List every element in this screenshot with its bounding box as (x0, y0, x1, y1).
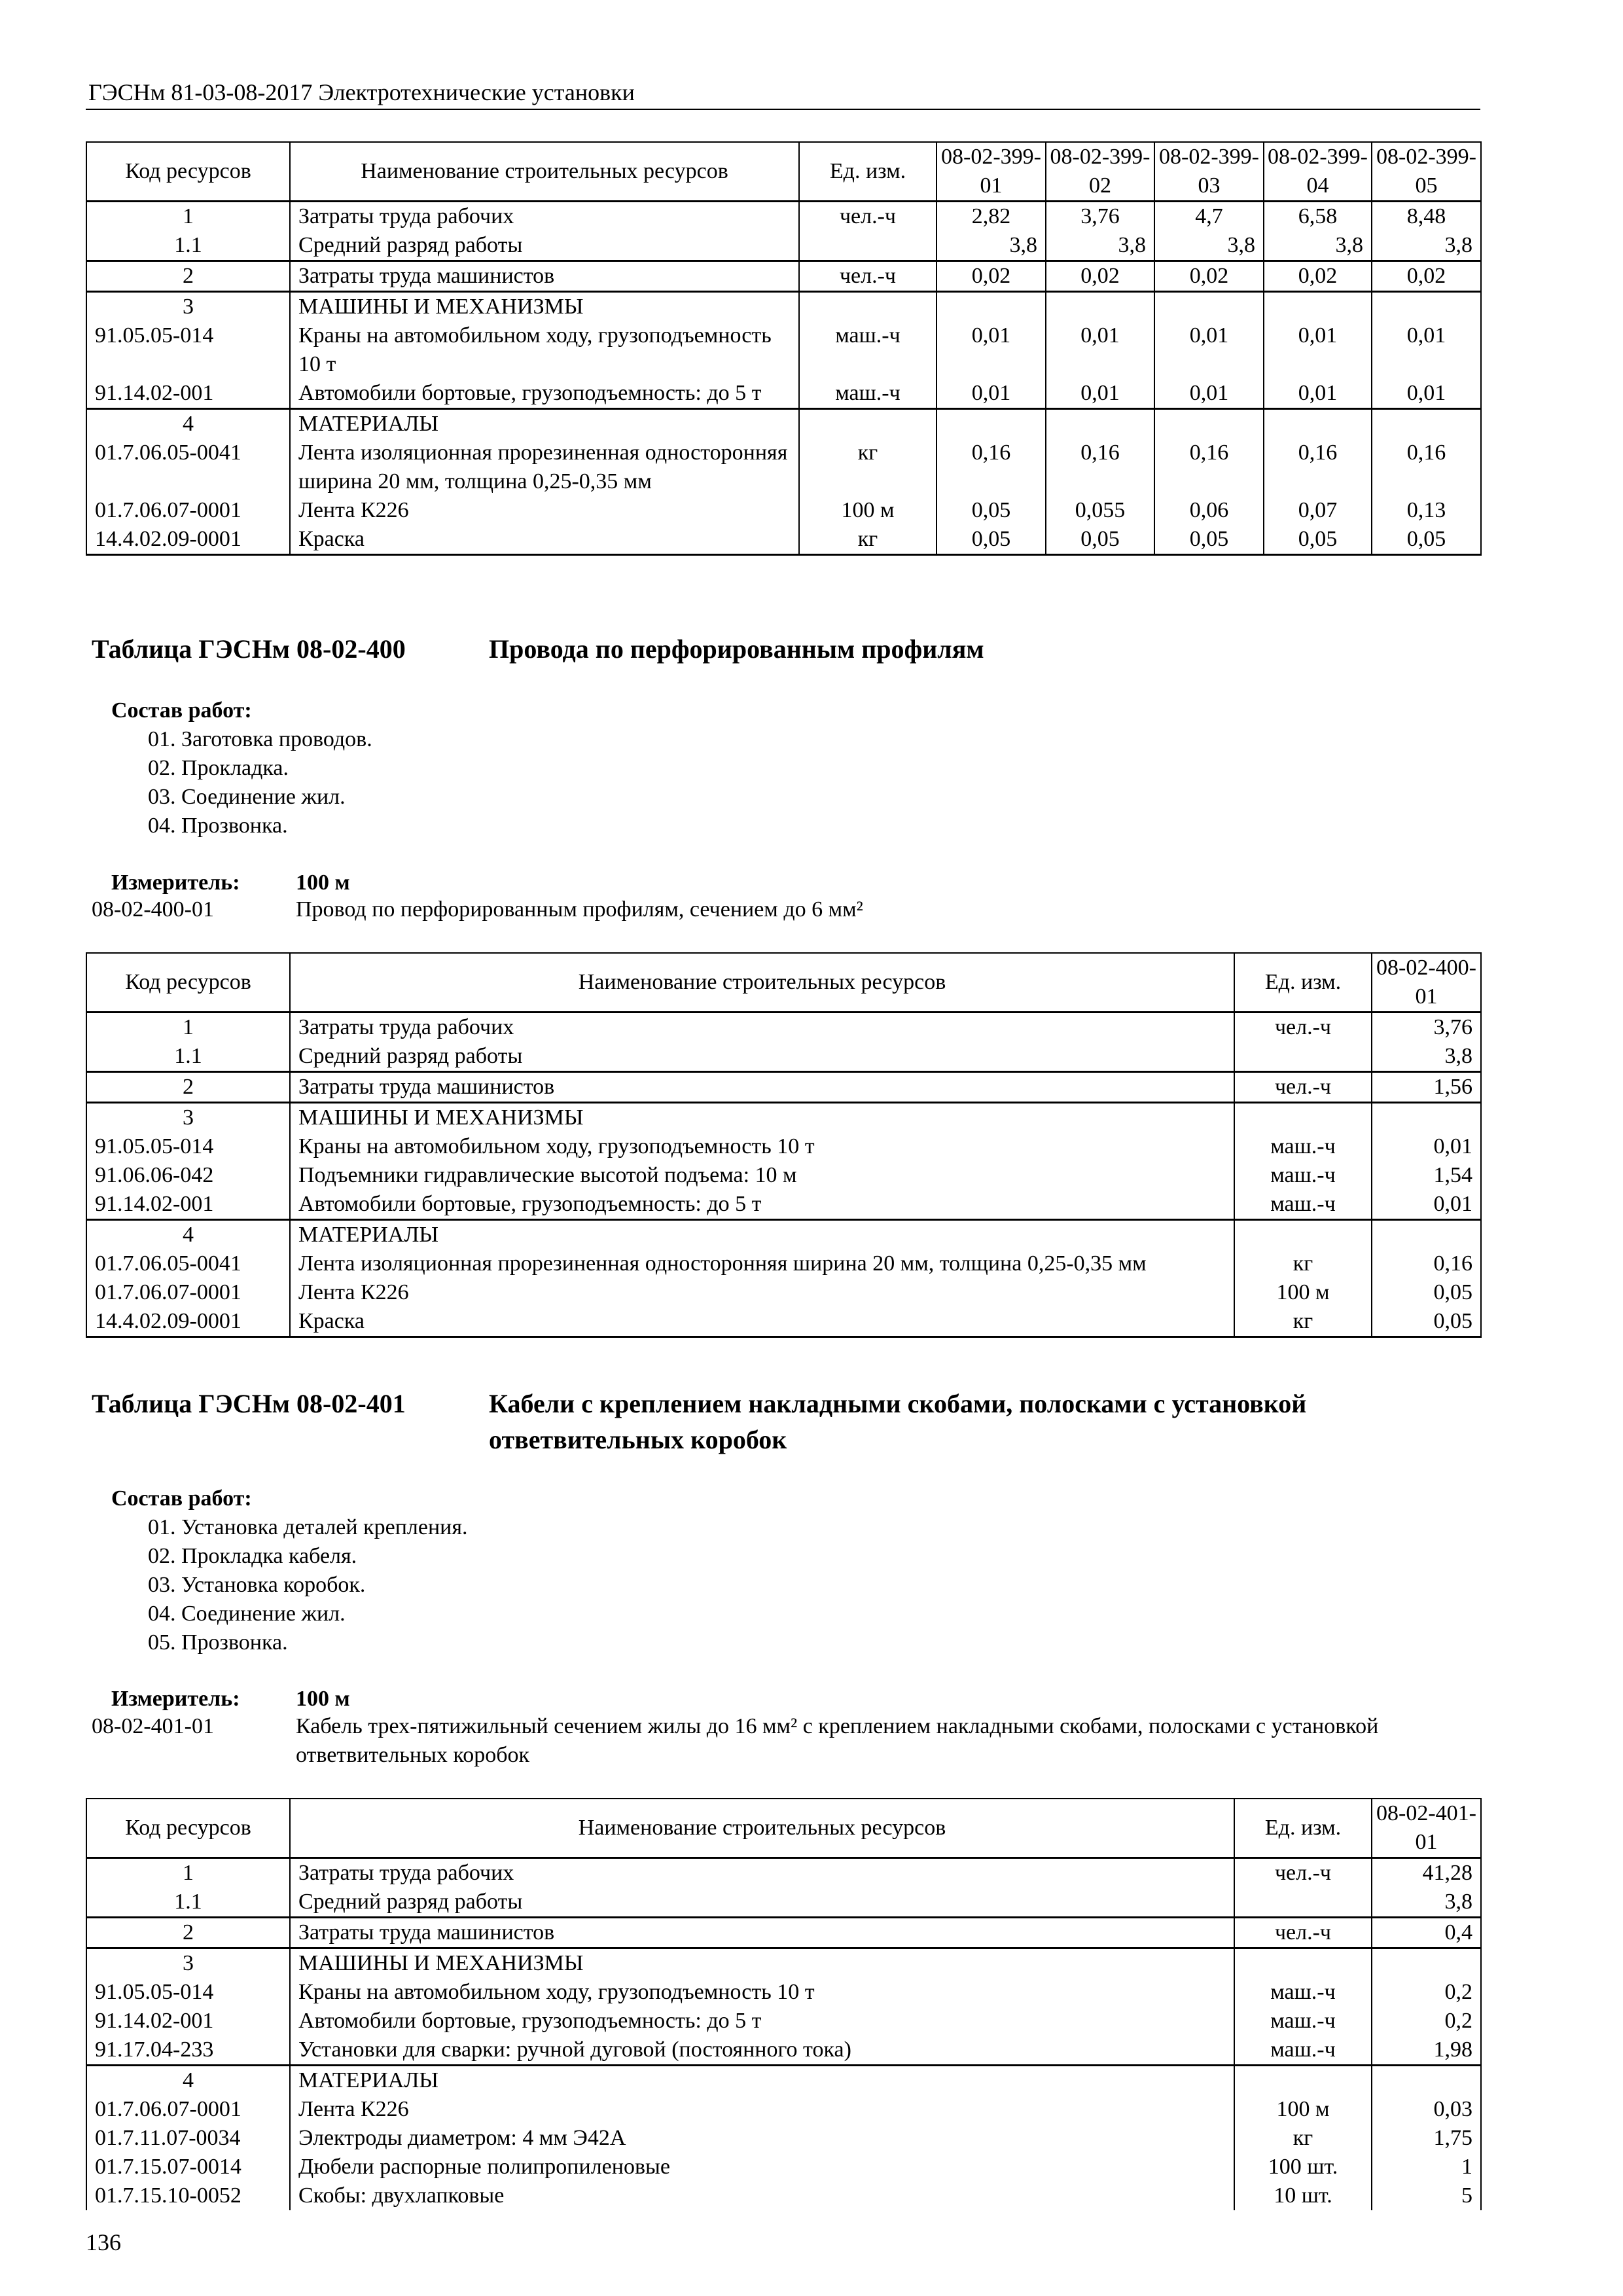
unit (1234, 1220, 1372, 1250)
norm-value: 0,01 (1264, 379, 1372, 409)
unit: кг (1234, 1249, 1372, 1278)
table-row (86, 1918, 1481, 1948)
norm-value: 0,02 (1046, 261, 1154, 292)
resource-code: 91.14.02-001 (86, 379, 290, 409)
norm-value: 3,8 (1154, 231, 1264, 261)
resource-code: 3 (86, 1103, 290, 1133)
column-header: 08-02-399-05 (1372, 142, 1481, 202)
norm-value: 0,16 (1372, 439, 1481, 496)
meter-value-401 (296, 1685, 350, 1713)
unit (1234, 1103, 1372, 1133)
norm-value: 41,28 (1372, 1858, 1481, 1888)
column-header: Ед. изм. (1234, 953, 1372, 1013)
resource-code: 01.7.15.07-0014 (86, 2153, 290, 2181)
work-step: 05. Прозвонка. (148, 1630, 288, 1655)
norm-value: 2,82 (936, 202, 1046, 232)
unit: 10 шт. (1234, 2181, 1372, 2210)
norm-value: 0,02 (1264, 261, 1372, 292)
norm-value: 0,02 (1372, 261, 1481, 292)
norm-value: 0,07 (1264, 496, 1372, 525)
resource-code: 1 (86, 1013, 290, 1043)
norm-value: 0,13 (1372, 496, 1481, 525)
norm-value: 0,01 (1046, 379, 1154, 409)
running-header: ГЭСНм 81-03-08-2017 Электротехнические установки (88, 79, 635, 105)
resource-name: Установки для сварки: ручной дуговой (постоянного тока) (290, 2036, 1234, 2066)
meter-label-400 (111, 869, 240, 897)
table-row (86, 1132, 1481, 1161)
resource-code: 1.1 (86, 1042, 290, 1072)
norm-value: 1 (1372, 2153, 1481, 2181)
norm-value: 3,8 (1372, 1042, 1481, 1072)
resource-name: Лента К226 (290, 496, 799, 525)
column-header: 08-02-399-02 (1046, 142, 1154, 202)
table-row (86, 2124, 1481, 2153)
table-row (86, 1042, 1481, 1072)
meter-label: Измеритель: (111, 1687, 240, 1711)
resource-code: 01.7.06.07-0001 (86, 2095, 290, 2124)
norm-value: 0,2 (1372, 2007, 1481, 2036)
unit (799, 409, 936, 439)
norm-value: 1,98 (1372, 2036, 1481, 2066)
norm-value: 0,01 (1372, 379, 1481, 409)
norm-value (1264, 292, 1372, 322)
column-header: 08-02-399-03 (1154, 142, 1264, 202)
norm-value: 0,01 (1046, 321, 1154, 379)
work-step: 03. Соединение жил. (148, 785, 346, 809)
table-row (86, 1948, 1481, 1979)
norm-value: 0,055 (1046, 496, 1154, 525)
norm-value: 0,03 (1372, 2095, 1481, 2124)
table-row (86, 321, 1481, 379)
table-row (86, 1249, 1481, 1278)
norm-value (1372, 2066, 1481, 2096)
resource-code: 01.7.06.07-0001 (86, 1278, 290, 1307)
norm-value: 0,01 (936, 321, 1046, 379)
meter-value: 100 м (296, 870, 350, 895)
works-list-400 (111, 696, 372, 840)
norm-value: 0,16 (1372, 1249, 1481, 1278)
column-header: 08-02-399-04 (1264, 142, 1372, 202)
table-row (86, 379, 1481, 409)
unit: маш.-ч (1234, 1978, 1372, 2007)
resource-code: 1 (86, 1858, 290, 1888)
norm-value (1372, 292, 1481, 322)
unit: чел.-ч (799, 202, 936, 232)
norm-value: 0,16 (936, 439, 1046, 496)
unit: чел.-ч (799, 261, 936, 292)
resource-code: 3 (86, 292, 290, 322)
resource-name: Автомобили бортовые, грузоподъемность: до 5 т (290, 2007, 1234, 2036)
norm-value: 0,01 (1154, 379, 1264, 409)
table-title-400 (92, 631, 984, 667)
table-row (86, 292, 1481, 322)
table-row (86, 1072, 1481, 1103)
table-row (86, 1278, 1481, 1307)
norm-value: 0,05 (936, 496, 1046, 525)
norm-value: 0,16 (1046, 439, 1154, 496)
item-text-401: Кабель трех-пятижильный сечением жилы до 16 мм² с креплением накладными скобами, полосками с установкой ответвительных коробок (296, 1714, 1379, 1767)
item-text-400: Провод по перфорированным профилям, сечением до 6 мм² (296, 897, 863, 922)
resource-code: 14.4.02.09-0001 (86, 1307, 290, 1337)
resource-name: Лента К226 (290, 1278, 1234, 1307)
table-row (86, 1161, 1481, 1190)
resource-name: Затраты труда машинистов (290, 1918, 1234, 1948)
work-step: 01. Заготовка проводов. (148, 727, 372, 751)
work-step: 03. Установка коробок. (148, 1573, 366, 1597)
table-row (86, 439, 1481, 496)
table-title-401 (92, 1386, 1479, 1458)
table-header-row (86, 142, 1481, 202)
resource-name: Средний разряд работы (290, 1888, 1234, 1918)
norm-value: 3,8 (1372, 1888, 1481, 1918)
resource-table-401 (86, 1798, 1482, 2210)
unit: маш.-ч (1234, 2036, 1372, 2066)
unit: 100 м (1234, 2095, 1372, 2124)
norm-value (1372, 409, 1481, 439)
column-header: Ед. изм. (1234, 1799, 1372, 1858)
norm-value: 6,58 (1264, 202, 1372, 232)
unit (799, 292, 936, 322)
norm-value: 3,76 (1372, 1013, 1481, 1043)
resource-table-399 (86, 141, 1482, 556)
norm-value: 3,8 (936, 231, 1046, 261)
work-step: 04. Прозвонка. (148, 814, 288, 838)
norm-value: 0,16 (1264, 439, 1372, 496)
norm-value (1264, 409, 1372, 439)
table-row (86, 1220, 1481, 1250)
unit: чел.-ч (1234, 1918, 1372, 1948)
resource-name: МАШИНЫ И МЕХАНИЗМЫ (290, 1948, 1234, 1979)
resource-code: 91.17.04-233 (86, 2036, 290, 2066)
norm-value: 0,05 (1372, 1278, 1481, 1307)
column-header: 08-02-399-01 (936, 142, 1046, 202)
unit: 100 м (1234, 1278, 1372, 1307)
norm-value: 0,01 (1154, 321, 1264, 379)
table-header-row (86, 1799, 1481, 1858)
norm-value: 0,16 (1154, 439, 1264, 496)
resource-name: Затраты труда машинистов (290, 1072, 1234, 1103)
resource-name: Дюбели распорные полипропиленовые (290, 2153, 1234, 2181)
norm-value: 1,56 (1372, 1072, 1481, 1103)
resource-name: Затраты труда рабочих (290, 202, 799, 232)
resource-name: Автомобили бортовые, грузоподъемность: до 5 т (290, 379, 799, 409)
table-row (86, 202, 1481, 232)
unit: чел.-ч (1234, 1072, 1372, 1103)
resource-name: Средний разряд работы (290, 1042, 1234, 1072)
column-header: Наименование строительных ресурсов (290, 1799, 1234, 1858)
resource-code: 4 (86, 409, 290, 439)
table-row (86, 1858, 1481, 1888)
resource-name: Скобы: двухлапковые (290, 2181, 1234, 2210)
table-row (86, 525, 1481, 555)
works-label: Состав работ: (111, 1486, 252, 1511)
norm-value (936, 292, 1046, 322)
resource-code: 2 (86, 261, 290, 292)
table-row (86, 2153, 1481, 2181)
norm-value: 8,48 (1372, 202, 1481, 232)
resource-code: 14.4.02.09-0001 (86, 525, 290, 555)
unit: чел.-ч (1234, 1013, 1372, 1043)
norm-value (1154, 409, 1264, 439)
column-header: Наименование строительных ресурсов (290, 953, 1234, 1013)
table-number: Таблица ГЭСНм 08-02-400 (92, 634, 406, 664)
resource-name: МАШИНЫ И МЕХАНИЗМЫ (290, 1103, 1234, 1133)
page-number: 136 (86, 2229, 121, 2255)
work-step: 01. Установка деталей крепления. (148, 1515, 468, 1539)
norm-value: 0,02 (936, 261, 1046, 292)
resource-name: Затраты труда рабочих (290, 1013, 1234, 1043)
item-code-400: 08-02-400-01 (92, 897, 214, 922)
resource-name: Краска (290, 1307, 1234, 1337)
norm-value: 0,4 (1372, 1918, 1481, 1948)
norm-value: 0,01 (1264, 321, 1372, 379)
table-row (86, 1888, 1481, 1918)
table-number: Таблица ГЭСНм 08-02-401 (92, 1389, 406, 1418)
table-row (86, 2036, 1481, 2066)
table-row (86, 1190, 1481, 1220)
norm-value: 0,05 (1154, 525, 1264, 555)
resource-code: 91.05.05-014 (86, 321, 290, 379)
resource-code: 01.7.06.05-0041 (86, 439, 290, 496)
norm-value (936, 409, 1046, 439)
resource-code: 1.1 (86, 1888, 290, 1918)
unit: маш.-ч (1234, 1132, 1372, 1161)
norm-value: 0,05 (936, 525, 1046, 555)
table-row (86, 2095, 1481, 2124)
resource-name: Краны на автомобильном ходу, грузоподъемность 10 т (290, 1132, 1234, 1161)
unit (1234, 1948, 1372, 1979)
work-step: 02. Прокладка кабеля. (148, 1544, 357, 1568)
table-row (86, 496, 1481, 525)
item-code-401: 08-02-401-01 (92, 1714, 214, 1738)
unit (1234, 1888, 1372, 1918)
header-divider (86, 109, 1480, 110)
resource-name: Лента изоляционная прорезиненная односторонняя ширина 20 мм, толщина 0,25-0,35 мм (290, 439, 799, 496)
resource-code: 01.7.06.07-0001 (86, 496, 290, 525)
meter-value-400 (296, 869, 350, 897)
column-header: Ед. изм. (799, 142, 936, 202)
resource-name: Электроды диаметром: 4 мм Э42А (290, 2124, 1234, 2153)
resource-name: Краны на автомобильном ходу, грузоподъемность 10 т (290, 321, 799, 379)
column-header: Код ресурсов (86, 1799, 290, 1858)
norm-value: 5 (1372, 2181, 1481, 2210)
column-header: Код ресурсов (86, 142, 290, 202)
unit: кг (1234, 1307, 1372, 1337)
table-row (86, 261, 1481, 292)
resource-name: Подъемники гидравлические высотой подъема: 10 м (290, 1161, 1234, 1190)
norm-value: 0,05 (1372, 525, 1481, 555)
table-row (86, 409, 1481, 439)
table-row (86, 1978, 1481, 2007)
norm-value (1372, 1948, 1481, 1979)
resource-code: 01.7.15.10-0052 (86, 2181, 290, 2210)
resource-code: 1.1 (86, 231, 290, 261)
works-list-401 (111, 1484, 467, 1657)
resource-name: МАТЕРИАЛЫ (290, 409, 799, 439)
resource-code: 2 (86, 1072, 290, 1103)
table-caption: Кабели с креплением накладными скобами, полосками с установкой ответвительных коробок (489, 1389, 1307, 1454)
norm-value: 0,05 (1264, 525, 1372, 555)
norm-value: 0,01 (1372, 321, 1481, 379)
table-row (86, 2066, 1481, 2096)
norm-value: 1,75 (1372, 2124, 1481, 2153)
work-step: 02. Прокладка. (148, 756, 289, 780)
norm-value: 4,7 (1154, 202, 1264, 232)
resource-code: 4 (86, 1220, 290, 1250)
resource-name: Автомобили бортовые, грузоподъемность: до 5 т (290, 1190, 1234, 1220)
column-header: Наименование строительных ресурсов (290, 142, 799, 202)
unit: маш.-ч (799, 321, 936, 379)
unit: кг (799, 525, 936, 555)
norm-value: 0,06 (1154, 496, 1264, 525)
resource-name: Затраты труда машинистов (290, 261, 799, 292)
unit: 100 шт. (1234, 2153, 1372, 2181)
meter-value: 100 м (296, 1687, 350, 1711)
resource-code: 91.05.05-014 (86, 1978, 290, 2007)
norm-value (1046, 292, 1154, 322)
resource-name: МАШИНЫ И МЕХАНИЗМЫ (290, 292, 799, 322)
norm-value: 0,02 (1154, 261, 1264, 292)
norm-value: 0,01 (936, 379, 1046, 409)
unit: маш.-ч (1234, 2007, 1372, 2036)
norm-value: 0,01 (1372, 1190, 1481, 1220)
resource-code: 91.14.02-001 (86, 2007, 290, 2036)
works-label: Состав работ: (111, 698, 252, 723)
norm-value: 3,8 (1046, 231, 1154, 261)
unit (1234, 2066, 1372, 2096)
resource-name: МАТЕРИАЛЫ (290, 2066, 1234, 2096)
norm-value: 3,8 (1372, 231, 1481, 261)
resource-code: 91.05.05-014 (86, 1132, 290, 1161)
unit (1234, 1042, 1372, 1072)
norm-value (1154, 292, 1264, 322)
unit (799, 231, 936, 261)
norm-value: 3,76 (1046, 202, 1154, 232)
table-row (86, 1307, 1481, 1337)
norm-value: 0,2 (1372, 1978, 1481, 2007)
resource-code: 1 (86, 202, 290, 232)
table-row (86, 2181, 1481, 2210)
resource-name: Краны на автомобильном ходу, грузоподъемность 10 т (290, 1978, 1234, 2007)
unit: кг (799, 439, 936, 496)
table-row (86, 2007, 1481, 2036)
column-header: 08-02-401-01 (1372, 1799, 1481, 1858)
norm-value: 0,05 (1046, 525, 1154, 555)
work-step: 04. Соединение жил. (148, 1602, 346, 1626)
table-header-row (86, 953, 1481, 1013)
unit: чел.-ч (1234, 1858, 1372, 1888)
resource-name: Лента изоляционная прорезиненная односторонняя ширина 20 мм, толщина 0,25-0,35 мм (290, 1249, 1234, 1278)
meter-label: Измеритель: (111, 870, 240, 895)
resource-name: Затраты труда рабочих (290, 1858, 1234, 1888)
table-row (86, 1013, 1481, 1043)
resource-code: 4 (86, 2066, 290, 2096)
norm-value (1372, 1220, 1481, 1250)
resource-code: 3 (86, 1948, 290, 1979)
resource-name: МАТЕРИАЛЫ (290, 1220, 1234, 1250)
norm-value (1372, 1103, 1481, 1133)
resource-name: Лента К226 (290, 2095, 1234, 2124)
unit: маш.-ч (1234, 1161, 1372, 1190)
resource-code: 2 (86, 1918, 290, 1948)
norm-value (1046, 409, 1154, 439)
unit: маш.-ч (799, 379, 936, 409)
meter-label-401 (111, 1685, 240, 1713)
resource-table-400 (86, 952, 1482, 1338)
resource-code: 91.06.06-042 (86, 1161, 290, 1190)
resource-name: Средний разряд работы (290, 231, 799, 261)
unit: кг (1234, 2124, 1372, 2153)
table-row (86, 1103, 1481, 1133)
resource-name: Краска (290, 525, 799, 555)
unit: маш.-ч (1234, 1190, 1372, 1220)
column-header: 08-02-400-01 (1372, 953, 1481, 1013)
table-row (86, 231, 1481, 261)
norm-value: 0,01 (1372, 1132, 1481, 1161)
norm-value: 3,8 (1264, 231, 1372, 261)
column-header: Код ресурсов (86, 953, 290, 1013)
resource-code: 01.7.06.05-0041 (86, 1249, 290, 1278)
norm-value: 0,05 (1372, 1307, 1481, 1337)
resource-code: 01.7.11.07-0034 (86, 2124, 290, 2153)
unit: 100 м (799, 496, 936, 525)
resource-code: 91.14.02-001 (86, 1190, 290, 1220)
norm-value: 1,54 (1372, 1161, 1481, 1190)
table-caption: Провода по перфорированным профилям (489, 634, 984, 664)
